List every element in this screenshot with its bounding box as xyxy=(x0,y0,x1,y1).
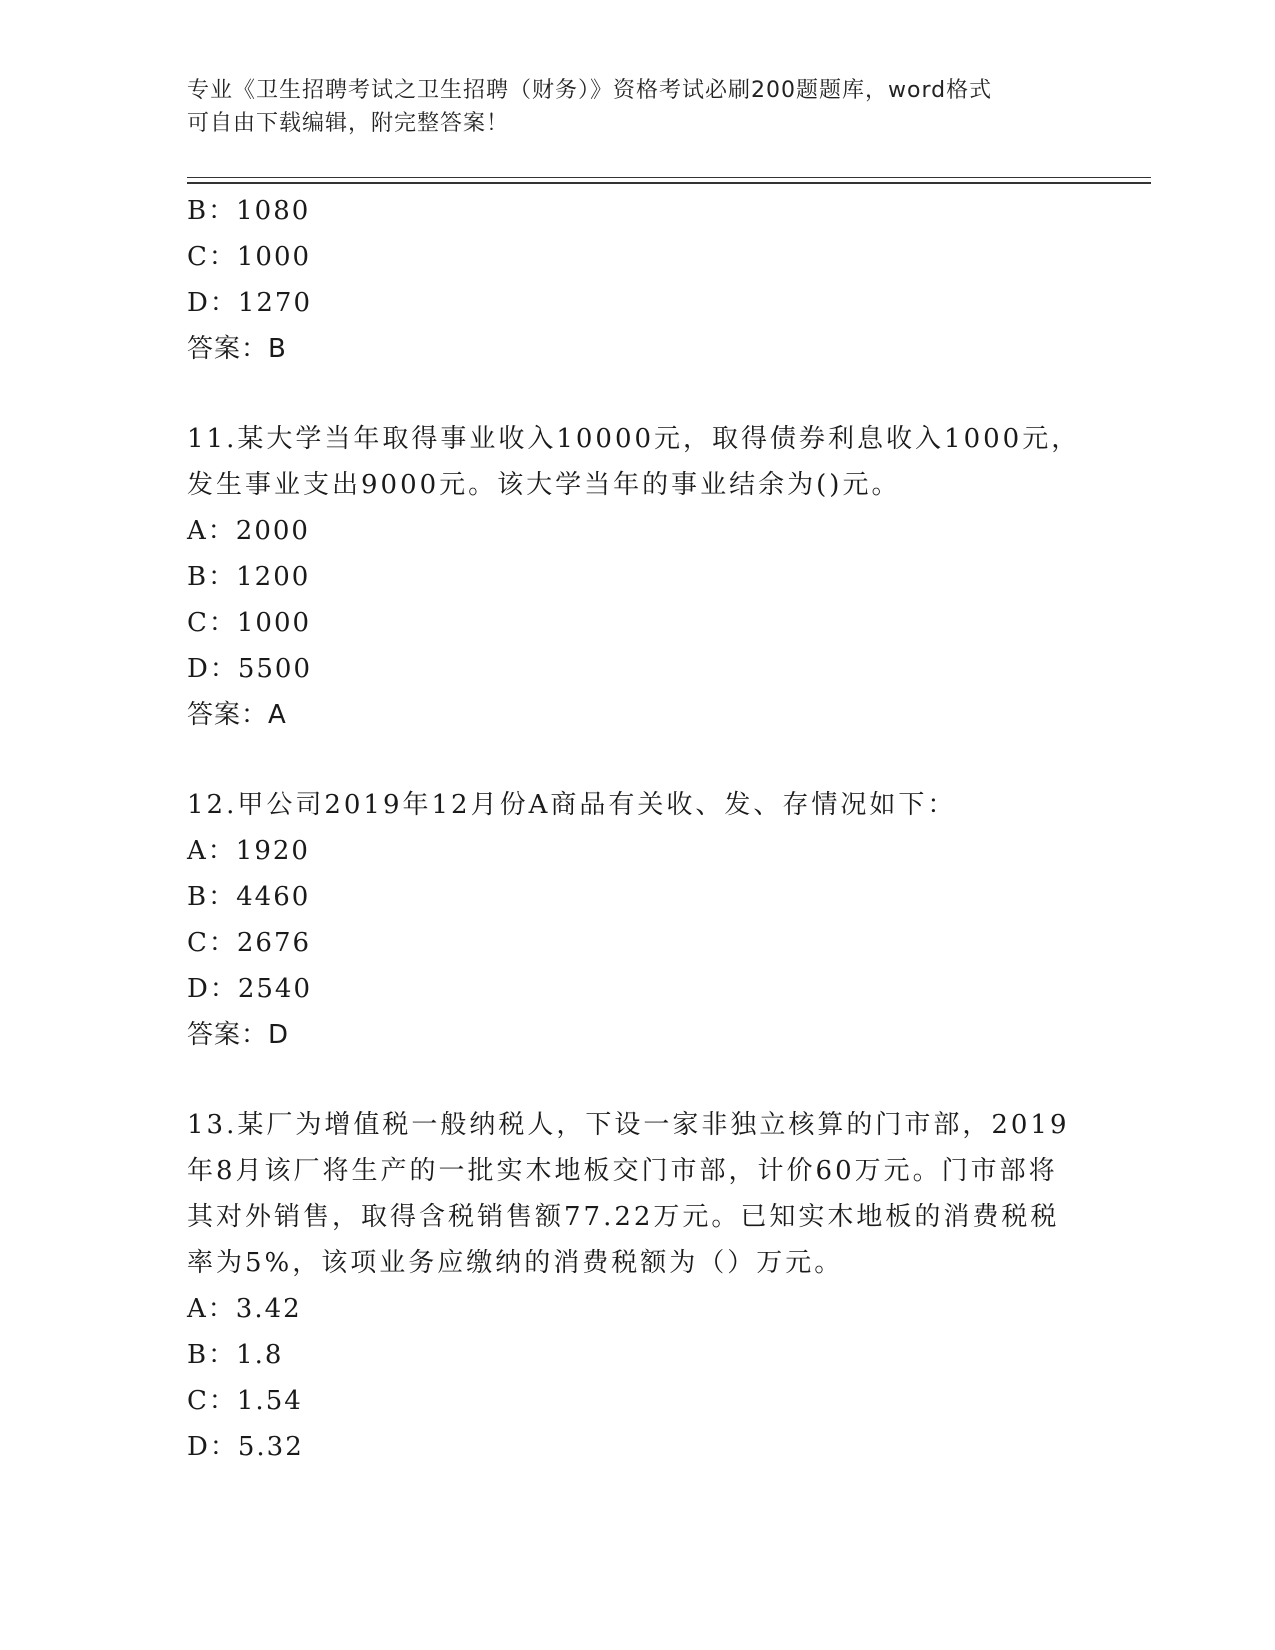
page-header xyxy=(187,74,1087,140)
header-divider-thin xyxy=(187,177,1151,178)
option-c: C：1000 xyxy=(187,242,312,272)
question-stem-line: 其对外销售，取得含税销售额77.22万元。已知实木地板的消费税税 xyxy=(187,1202,1060,1232)
option-d: D：5500 xyxy=(187,654,313,684)
spacer xyxy=(187,738,1087,782)
question-13 xyxy=(187,1102,1087,1470)
option-b: B：1200 xyxy=(187,562,311,592)
spacer xyxy=(187,1058,1087,1102)
option-d: D：2540 xyxy=(187,974,313,1004)
option-b: B：4460 xyxy=(187,882,311,912)
option-c: C：1000 xyxy=(187,608,312,638)
option-c: C：1.54 xyxy=(187,1386,303,1416)
header-line-2: 可自由下载编辑，附完整答案！ xyxy=(187,111,510,136)
question-stem-line: 率为5%，该项业务应缴纳的消费税额为（）万元。 xyxy=(187,1248,844,1278)
option-c: C：2676 xyxy=(187,928,312,958)
option-d: D：1270 xyxy=(187,288,313,318)
question-stem-line: 11.某大学当年取得事业收入10000元，取得债券利息收入1000元， xyxy=(187,424,1081,454)
question-12 xyxy=(187,782,1087,1058)
option-a: A：1920 xyxy=(187,836,310,866)
spacer xyxy=(187,372,1087,416)
header-line-1: 专业《卫生招聘考试之卫生招聘（财务）》资格考试必刷200题题库，word格式 xyxy=(187,78,993,103)
answer: 答案：D xyxy=(187,1020,290,1050)
question-stem-line: 发生事业支出9000元。该大学当年的事业结余为()元。 xyxy=(187,470,901,500)
question-stem-line: 13.某厂为增值税一般纳税人，下设一家非独立核算的门市部，2019 xyxy=(187,1110,1070,1140)
question-stem-line: 12.甲公司2019年12月份A商品有关收、发、存情况如下： xyxy=(187,790,957,820)
header-divider-thick xyxy=(187,182,1151,184)
answer: 答案：B xyxy=(187,334,287,364)
question-list xyxy=(187,188,1087,1470)
option-a: A：2000 xyxy=(187,516,310,546)
option-d: D：5.32 xyxy=(187,1432,304,1462)
question-stem-line: 年8月该厂将生产的一批实木地板交门市部，计价60万元。门市部将 xyxy=(187,1156,1058,1186)
option-b: B：1.8 xyxy=(187,1340,284,1370)
answer: 答案：A xyxy=(187,700,287,730)
question-10-tail xyxy=(187,188,1087,372)
option-a: A：3.42 xyxy=(187,1294,302,1324)
option-b: B：1080 xyxy=(187,196,311,226)
question-11 xyxy=(187,416,1087,738)
